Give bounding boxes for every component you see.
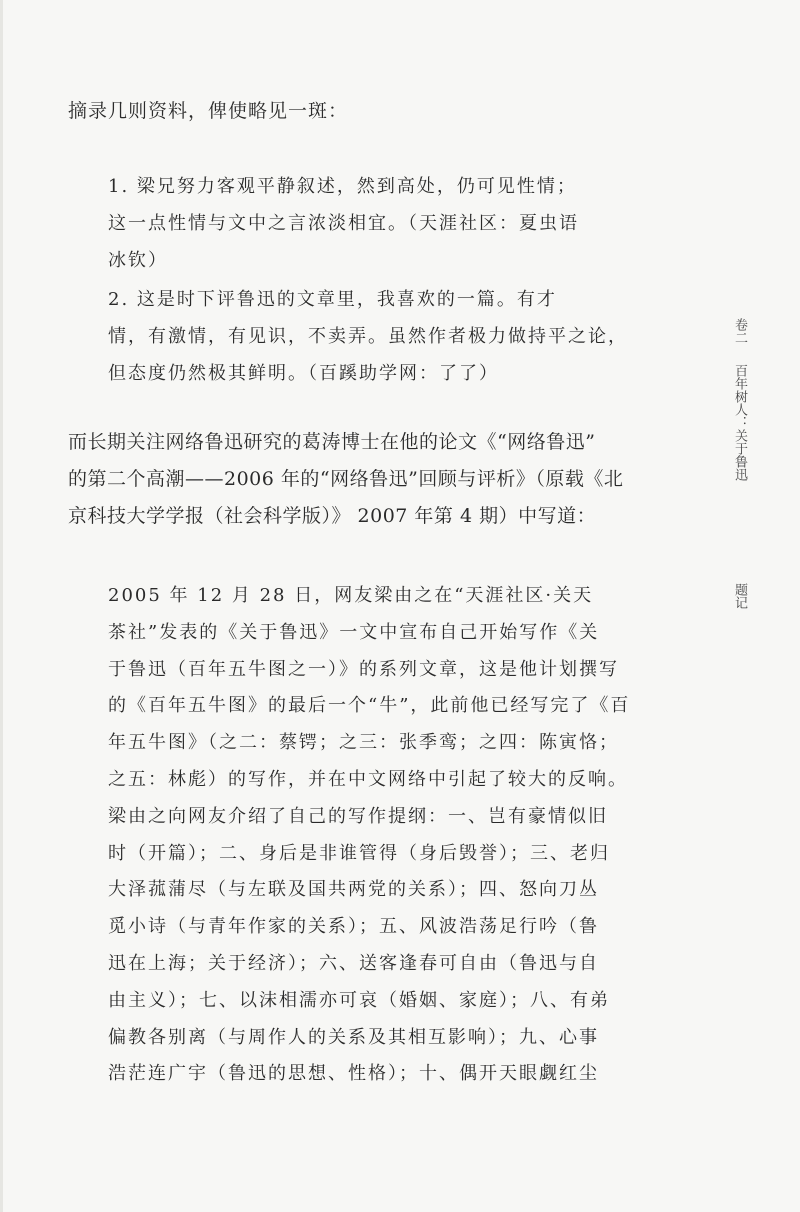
intro-paragraph: 摘录几则资料，俾使略见一斑： bbox=[68, 100, 349, 122]
running-header-title: 百年树人：关于鲁迅 bbox=[732, 364, 747, 481]
block-quote-excerpt: 2005 年 12 月 28 日，网友梁由之在“天涯社区·关天 茶社”发表的《关于鲁迅》一文中宣布自己开始写作《关 于鲁迅（百年五牛图之一）》的系列文章，这是他计划撰写 的《百年五牛图》的最后一个“牛”，此前他已经写完了《百 年五牛图》（之二：蔡锷；之三：张季鸾；之四：陈寅恪； 之五：林彪）的写作，并在中文网络中引起了较大的反响。 梁由之向网友介绍了自己的写作提纲：一、岂有豪情似旧 时（开篇）；二、身后是非谁管得（身后毁誉）；三、老归 大泽菰蒲尽（与左联及国共两党的关系）；四、怒向刀丛 觅小诗（与青年作家的关系）；五、风波浩荡足行吟（鲁 迅在上海；关于经济）；六、送客逢春可自由（鲁迅与自 由主义）；七、以沫相濡亦可哀（婚姻、家庭）；八、有弟 偏教各别离（与周作人的关系及其相互影响）；九、心事 浩茫连广宇（鲁迅的思想、性格）；十、偶开天眼觑红尘 bbox=[108, 585, 631, 1085]
body-paragraph: 而长期关注网络鲁迅研究的葛涛博士在他的论文《“网络鲁迅” 的第二个高潮——2006 年的“网络鲁迅”回顾与评析》（原载《北 京科技大学学报（社会科学版）》 2007 年第 4 期）中写道： bbox=[68, 431, 624, 527]
quote-2: 2. 这是时下评鲁迅的文章里，我喜欢的一篇。有才 情，有激情，有见识，不卖弄。虽然作者极力做持平之论， 但态度仍然极其鲜明。（百蹊助学网：了了） bbox=[108, 289, 628, 384]
page-fold-shadow bbox=[0, 0, 3, 1212]
running-header-volume: 卷二 bbox=[732, 318, 747, 344]
quote-1: 1. 梁兄努力客观平静叙述，然到高处，仍可见性情； 这一点性情与文中之言浓淡相宜。（天涯社区：夏虫语 冰钦） bbox=[108, 176, 579, 271]
running-header-section: 题记 bbox=[732, 583, 747, 609]
